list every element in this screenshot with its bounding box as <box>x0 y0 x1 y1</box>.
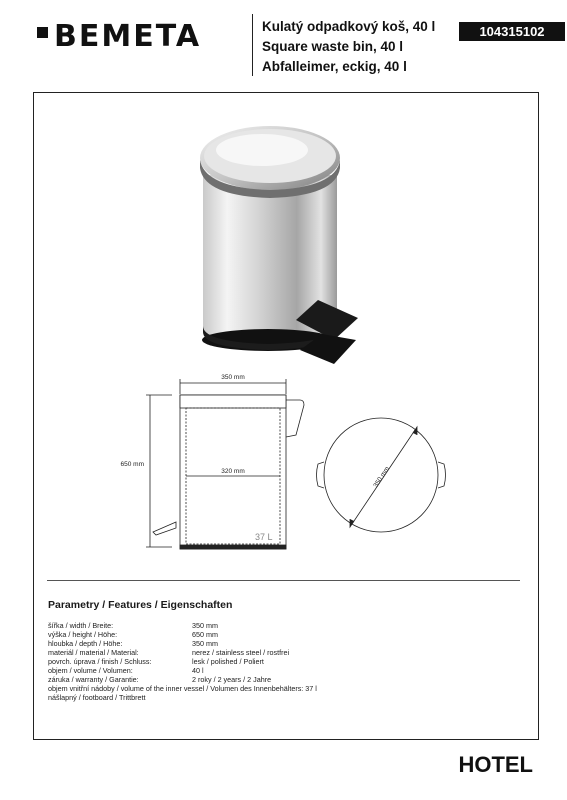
spec-value: lesk / polished / Poliert <box>192 657 264 666</box>
inner-dim-label: 320 mm <box>221 468 245 475</box>
title-cz: Kulatý odpadkový koš, 40 l <box>262 19 436 34</box>
spec-label: povrch. úprava / finish / Schluss: <box>48 657 152 666</box>
spec-label: hloubka / depth / Höhe: <box>48 639 123 648</box>
features-heading: Parametry / Features / Eigenschaften <box>48 599 233 611</box>
spec-value: 350 mm <box>192 639 218 648</box>
spec-label: šířka / width / Breite: <box>48 621 114 630</box>
logo-wordmark: BEMETA <box>54 19 202 54</box>
spec-value: 350 mm <box>192 621 218 630</box>
width-dim-label: 350 mm <box>221 374 245 381</box>
spec-text: nášlapný / footboard / Trittbrett <box>48 693 146 702</box>
spec-value: 650 mm <box>192 630 218 639</box>
product-photo <box>200 126 358 364</box>
product-code-badge: 104315102 <box>459 22 565 41</box>
title-en: Square waste bin, 40 l <box>262 39 404 54</box>
diameter-dim-label: 350 mm <box>372 465 392 489</box>
spec-label: výška / height / Höhe: <box>48 630 118 639</box>
spec-label: materiál / material / Material: <box>48 648 139 657</box>
title-de: Abfalleimer, eckig, 40 l <box>262 59 407 74</box>
spec-value: 40 l <box>192 666 204 675</box>
side-view-drawing <box>146 379 304 549</box>
height-dim-label: 650 mm <box>120 461 144 468</box>
section-separator <box>47 580 520 581</box>
spec-value: nerez / stainless steel / rostfrei <box>192 648 290 657</box>
spec-label: záruka / warranty / Garantie: <box>48 675 139 684</box>
spec-text: objem vnitřní nádoby / volume of the inner vessel / Volumen des Innenbehälters: 37 l <box>48 684 317 693</box>
volume-mark: 37 L <box>255 532 273 542</box>
spec-label: objem / volume / Volumen: <box>48 666 133 675</box>
spec-value: 2 roky / 2 years / 2 Jahre <box>192 675 272 684</box>
category-label: HOTEL <box>458 752 533 777</box>
